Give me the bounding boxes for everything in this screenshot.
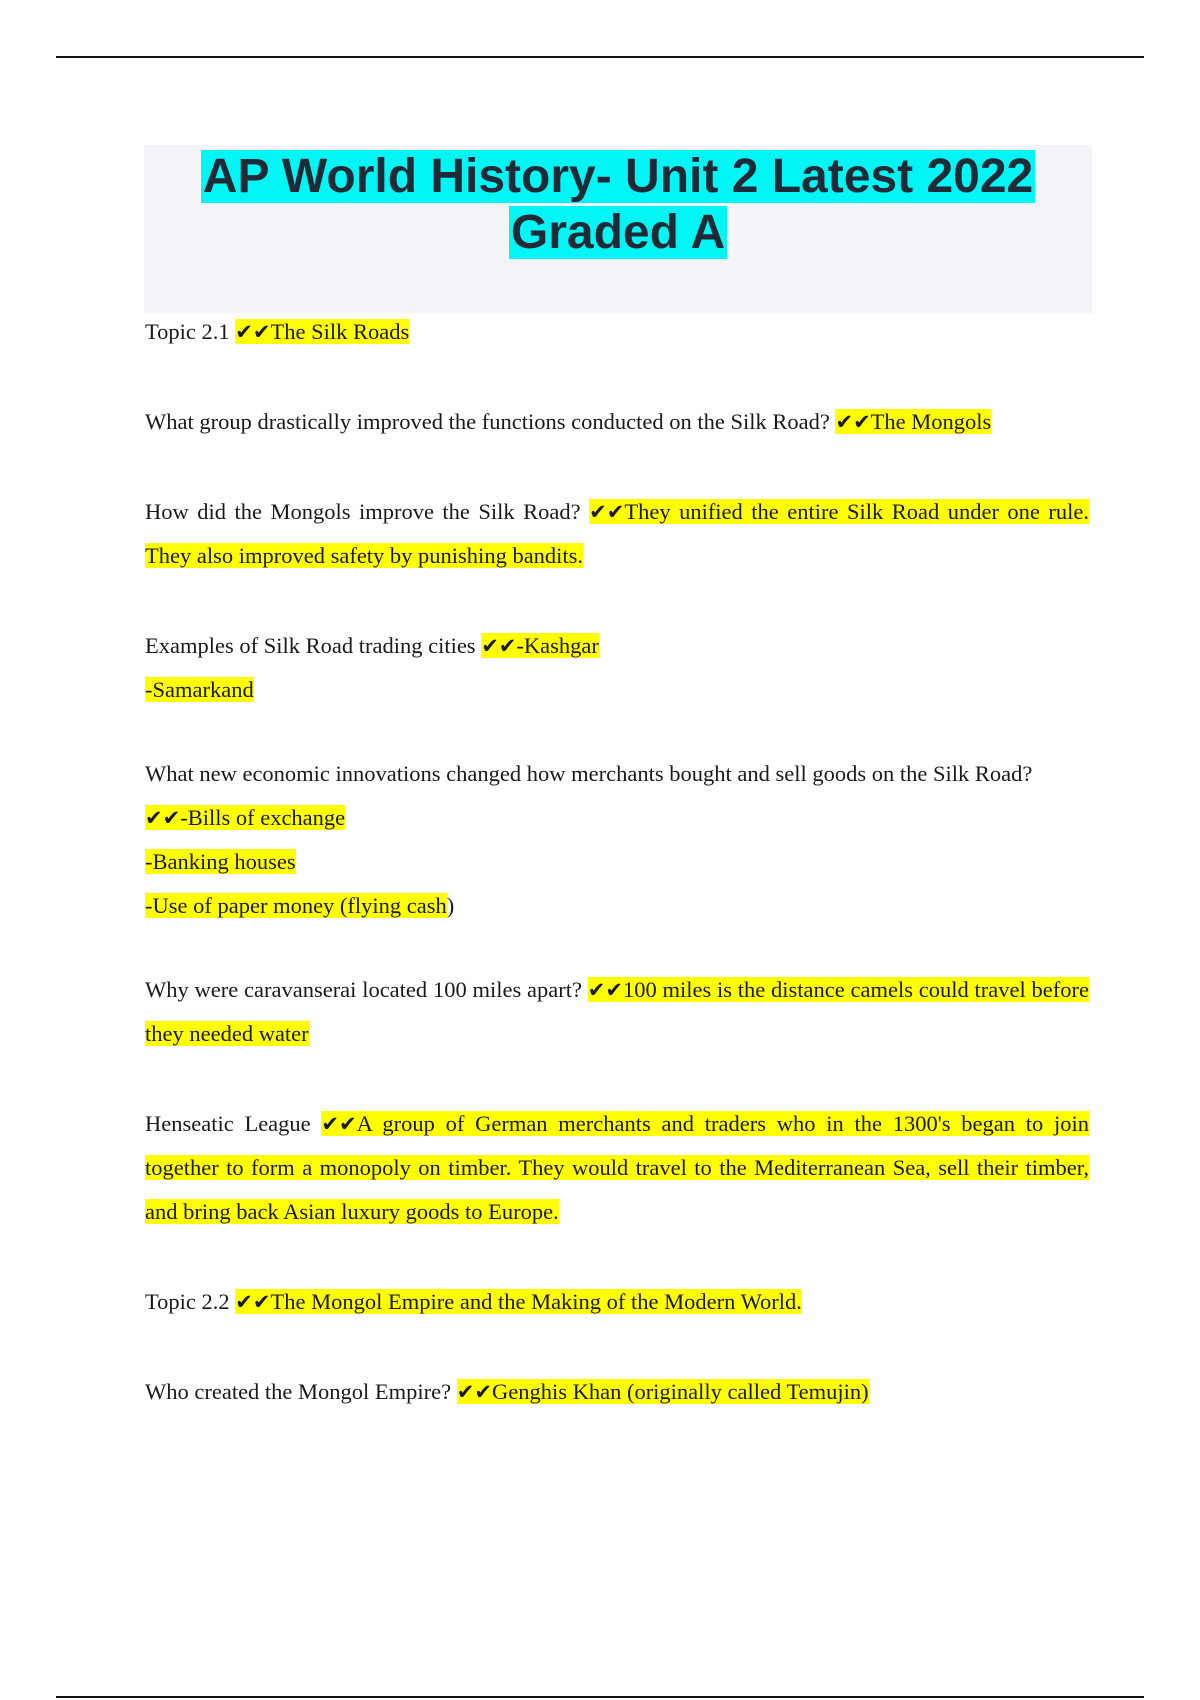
question-text: Who created the Mongol Empire? <box>145 1379 452 1404</box>
answer-highlight <box>235 319 409 344</box>
answer-text: They unified the entire Silk Road under one rule. They also improved safety by punishing bandits. <box>145 499 1090 568</box>
answer-highlight <box>481 633 599 658</box>
document-title-line-2: Graded A <box>510 206 726 259</box>
answer-text: The Mongols <box>870 409 992 434</box>
question-text: Topic 2.1 <box>145 319 230 344</box>
answer-line <box>145 668 1089 712</box>
answer-text: 100 miles is the distance camels could travel before they needed water <box>145 977 1090 1046</box>
double-check-icon: ✔✔ <box>456 1380 492 1404</box>
answer-text: -Kashgar <box>516 633 599 658</box>
answer-text: The Mongol Empire and the Making of the Modern World. <box>270 1289 802 1314</box>
double-check-icon: ✔✔ <box>481 634 517 658</box>
flashcard-item <box>145 400 1089 444</box>
flashcard-item <box>145 1370 1089 1414</box>
title-block <box>144 145 1092 313</box>
flashcard-item <box>145 1280 1089 1324</box>
double-check-icon: ✔✔ <box>587 978 623 1002</box>
double-check-icon: ✔✔ <box>235 1290 271 1314</box>
question-text: What new economic innovations changed how merchants bought and sell goods on the Silk Road? <box>145 761 1033 786</box>
double-check-icon: ✔✔ <box>235 320 271 344</box>
title-line-2-wrap <box>144 205 1092 261</box>
answer-line <box>145 884 1089 928</box>
question-text: Examples of Silk Road trading cities <box>145 633 476 658</box>
answer-text: -Bills of exchange <box>180 805 346 830</box>
answer-text: -Banking houses <box>145 849 296 874</box>
flashcard-item <box>145 624 1089 712</box>
flashcard-item <box>145 752 1089 928</box>
double-check-icon: ✔✔ <box>321 1112 357 1136</box>
answer-text: -Samarkand <box>145 677 254 702</box>
question-text: Topic 2.2 <box>145 1289 230 1314</box>
flashcard-item <box>145 968 1089 1056</box>
question-text: What group drastically improved the functions conducted on the Silk Road? <box>145 409 830 434</box>
answer-line <box>145 796 1089 840</box>
flashcard-list <box>145 310 1089 1460</box>
answer-highlight <box>145 805 345 830</box>
double-check-icon: ✔✔ <box>835 410 871 434</box>
answer-text: -Use of paper money (flying cash <box>145 893 447 918</box>
answer-text: Genghis Khan (originally called Temujin) <box>491 1379 869 1404</box>
flashcard-item <box>145 490 1089 578</box>
answer-highlight <box>457 1379 869 1404</box>
double-check-icon: ✔✔ <box>145 806 181 830</box>
bottom-rule <box>56 1696 1144 1698</box>
answer-trailing-text: ) <box>446 893 455 918</box>
answer-highlight <box>835 409 991 434</box>
question-text: Henseatic League <box>145 1111 311 1136</box>
answer-line <box>145 840 1089 884</box>
title-line-1-wrap <box>144 145 1092 205</box>
question-text: How did the Mongols improve the Silk Road? <box>145 499 581 524</box>
document-title-line-1: AP World History- Unit 2 Latest 2022 <box>202 150 1034 203</box>
double-check-icon: ✔✔ <box>589 500 625 524</box>
answer-text: The Silk Roads <box>270 319 410 344</box>
answer-text: A group of German merchants and traders who in the 1300's began to join together to form a monopoly on timber. They would travel to the Mediterranean Sea, sell their timber, and bring back Asian luxury goods to Europe. <box>145 1111 1089 1224</box>
flashcard-item <box>145 1102 1089 1234</box>
answer-highlight <box>235 1289 802 1314</box>
top-rule <box>56 56 1144 58</box>
flashcard-item <box>145 310 1089 354</box>
question-text: Why were caravanserai located 100 miles apart? <box>145 977 582 1002</box>
